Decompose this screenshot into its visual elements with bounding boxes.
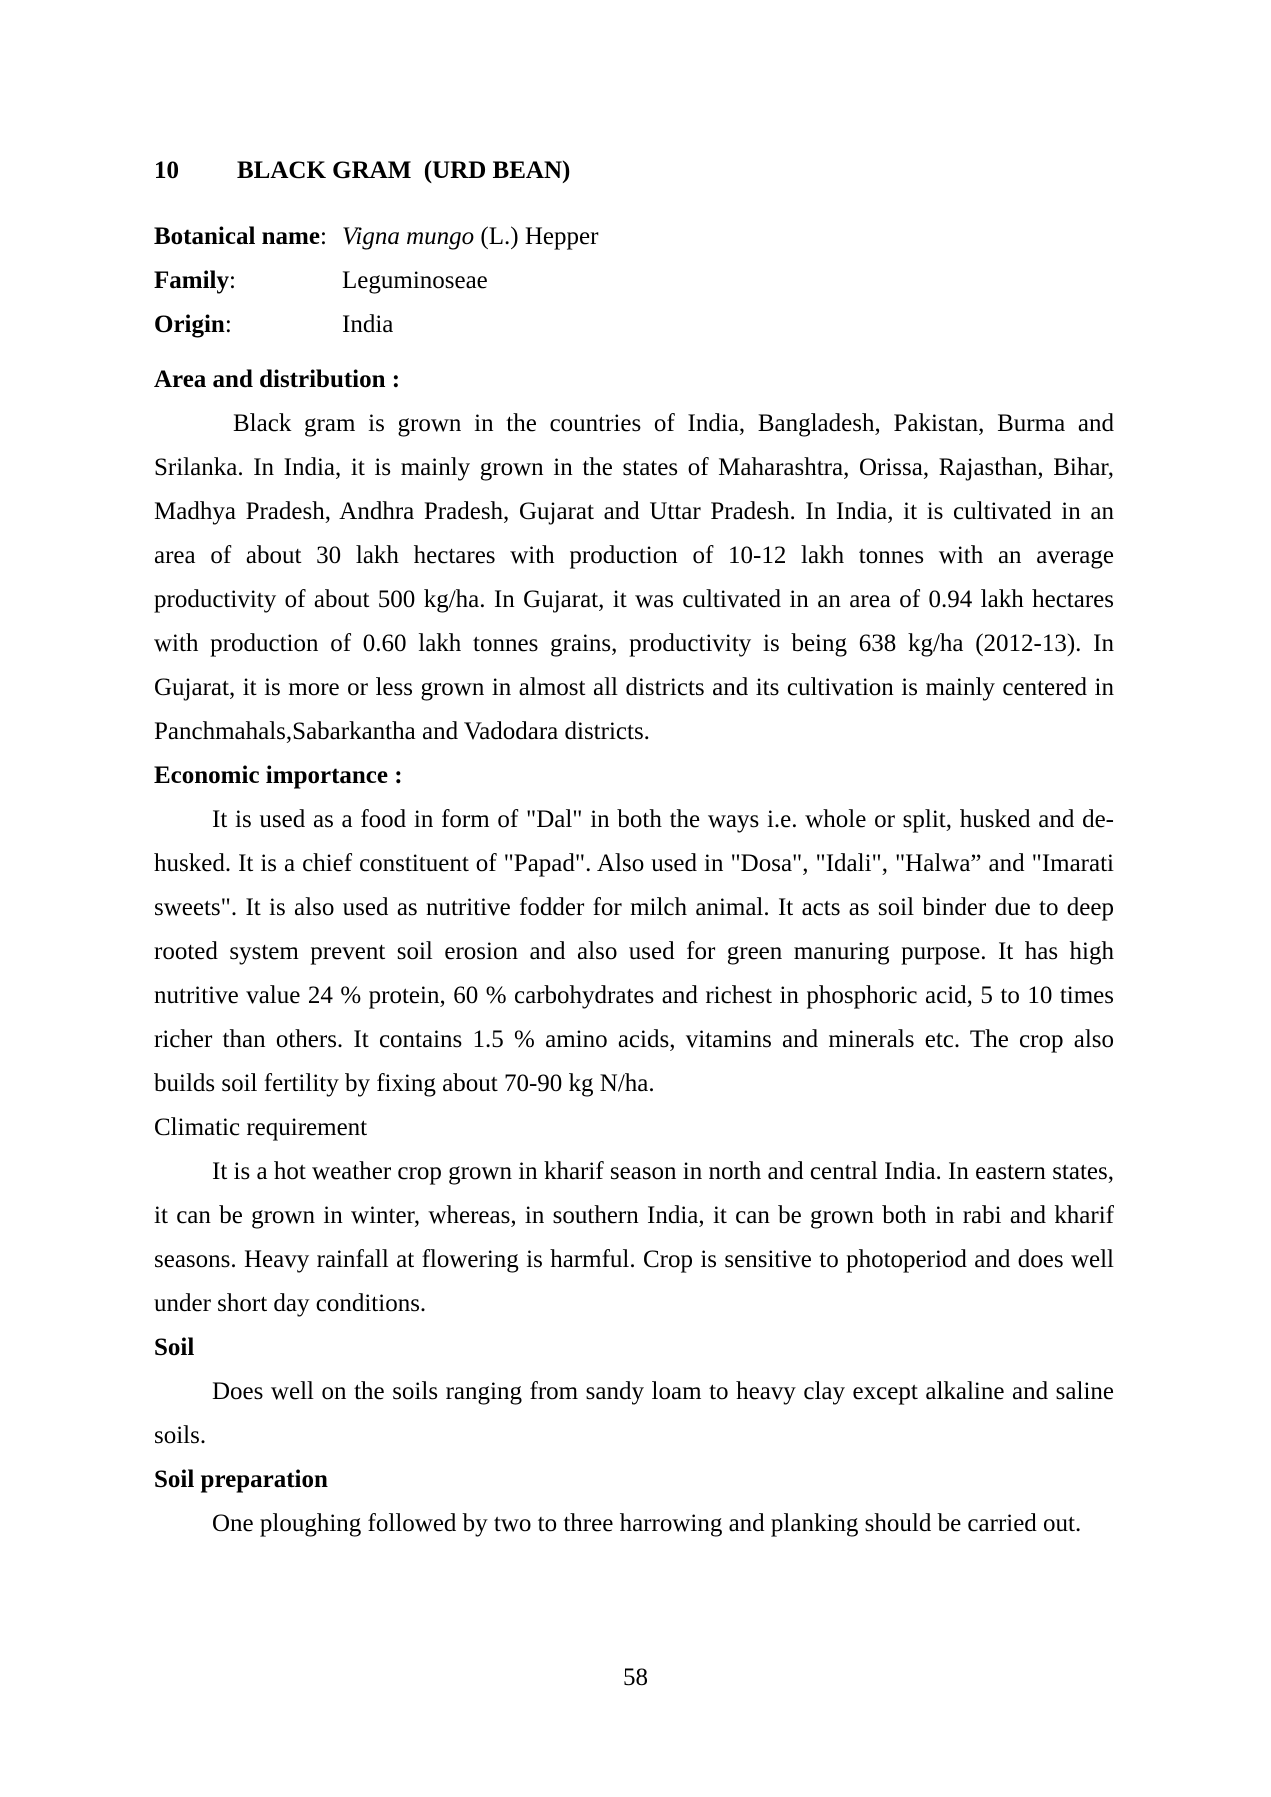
section-soil <box>154 1326 1114 1458</box>
taxonomy-value <box>342 259 488 303</box>
section-climatic-requirement <box>154 1106 1114 1326</box>
section-heading-economic-importance: Economic importance : <box>154 762 403 789</box>
taxonomy-value <box>342 303 393 347</box>
taxonomy-label <box>154 223 327 250</box>
paragraph-economic-importance: It is used as a food in form of "Dal" in both the ways i.e. whole or split, husked and de-husked. It is a chief constituent of "Papad". Also used in "Dosa", "Idali", "Halwa” and "Imarati sweets". It is also used as nutritive fodder for milch animal. It acts as soil binder due to deep rooted system prevent soil erosion and also used for green manuring purpose. It has high nutritive value 24 % protein, 60 % carbohydrates and richest in phosphoric acid, 5 to 10 times richer than others. It contains 1.5 % amino acids, vitamins and minerals etc. The crop also builds soil fertility by fixing about 70-90 kg N/ha. <box>154 806 1114 1097</box>
section-area-and-distribution <box>154 358 1114 754</box>
taxonomy-colon: : <box>224 311 232 338</box>
botanical-name-italic: Vigna mungo <box>342 223 475 250</box>
family-value: Leguminoseae <box>342 267 488 294</box>
taxonomy-colon: : <box>319 223 327 250</box>
section-heading-climatic-requirement: Climatic requirement <box>154 1114 368 1141</box>
chapter-heading <box>154 149 1114 193</box>
section-economic-importance <box>154 754 1114 1106</box>
taxonomy-row-family <box>154 259 1114 303</box>
section-heading-soil-preparation: Soil preparation <box>154 1466 328 1493</box>
taxonomy-colon: : <box>229 267 236 294</box>
paragraph-soil-preparation: One ploughing followed by two to three harrowing and planking should be carried out. <box>212 1510 1082 1537</box>
taxonomy-label <box>154 311 232 338</box>
section-heading-soil: Soil <box>154 1334 195 1361</box>
taxonomy-row-botanical-name <box>154 215 1114 259</box>
section-heading-area-and-distribution: Area and distribution : <box>154 366 401 393</box>
taxonomy-label <box>154 267 236 294</box>
page-content <box>154 149 1114 1546</box>
taxonomy-row-origin <box>154 303 1114 347</box>
paragraph-area-and-distribution: Black gram is grown in the countries of India, Bangladesh, Pakistan, Burma and Srilanka. In India, it is mainly grown in the states of Maharashtra, Orissa, Rajasthan, Bihar, Madhya Pradesh, Andhra Pradesh, Gujarat and Uttar Pradesh. In India, it is cultivated in an area of about 30 lakh hectares with production of 10-12 lakh tonnes with an average productivity of about 500 kg/ha. In Gujarat, it was cultivated in an area of 0.94 lakh hectares with production of 0.60 lakh tonnes grains, productivity is being 638 kg/ha (2012-13). In Gujarat, it is more or less grown in almost all districts and its cultivation is mainly centered in Panchmahals,Sabarkantha and Vadodara districts. <box>154 410 1114 745</box>
origin-value: India <box>342 311 394 338</box>
botanical-name-authority: (L.) Hepper <box>474 223 599 250</box>
section-soil-preparation <box>154 1458 1114 1546</box>
taxonomy-label-text: Family <box>154 267 229 294</box>
paragraph-climatic-requirement: It is a hot weather crop grown in kharif season in north and central India. In eastern states, it can be grown in winter, whereas, in southern India, it can be grown both in rabi and kharif seasons. Heavy rainfall at flowering is harmful. Crop is sensitive to photoperiod and does well under short day conditions. <box>154 1158 1114 1317</box>
taxonomy-label-text: Botanical name <box>154 223 320 250</box>
taxonomy-block <box>154 215 1114 347</box>
page-number: 58 <box>623 1664 648 1691</box>
chapter-title: BLACK GRAM (URD BEAN) <box>237 157 571 184</box>
paragraph-soil: Does well on the soils ranging from sandy loam to heavy clay except alkaline and saline soils. <box>154 1378 1114 1449</box>
taxonomy-label-text: Origin <box>154 311 225 338</box>
taxonomy-value <box>342 215 598 259</box>
chapter-number: 10 <box>154 157 179 184</box>
